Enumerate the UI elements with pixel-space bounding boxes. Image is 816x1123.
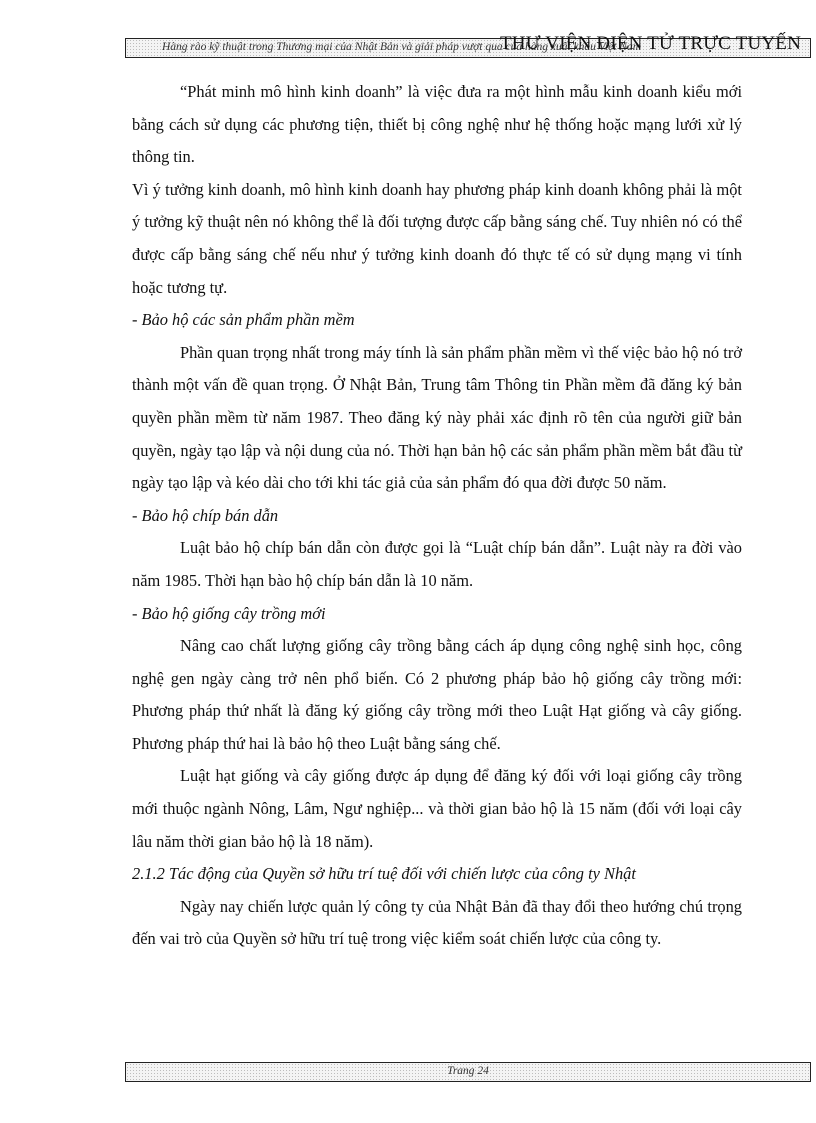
paragraph-semiconductor: Luật bảo hộ chíp bán dẫn còn được gọi là “Luật chíp bán dẫn”. Luật này ra đời vào năm 1985. Thời hạn bào hộ chíp bán dẫn là 10 năm. [132, 538, 742, 590]
library-watermark: THƯ VIỆN ĐIỆN TỬ TRỰC TUYẾN [500, 33, 802, 54]
subheading-software: - Bảo hộ các sản phẩm phần mềm [132, 310, 355, 330]
subheading-semiconductor: - Bảo hộ chíp bán dẫn [132, 505, 279, 525]
paragraph-business-model: “Phát minh mô hình kinh doanh” là việc đưa ra một hình mẫu kinh doanh kiểu mới bằng cách sử dụng các phương tiện, thiết bị công nghệ như hệ thống hoặc mạng lưới xử lý thông tin. [132, 82, 742, 167]
page-body [132, 76, 742, 956]
running-title: Hàng rào kỹ thuật trong Thương mại của Nhật Bản và giải pháp vượt qua của hàng xuất khẩu Việt Nam [162, 41, 642, 53]
paragraph-plant-varieties: Nâng cao chất lượng giống cây trồng bằng cách áp dụng công nghệ sinh học, công nghệ gen ngày càng trở nên phổ biến. Có 2 phương pháp bảo hộ giống cây trồng mới: Phương pháp thứ nhất là đăng ký giống cây trồng mới theo Luật Hạt giống và cây giống. Phương pháp thứ hai là bảo hộ theo Luật bằng sáng chế. [132, 636, 742, 753]
section-heading-2-1-2: 2.1.2 Tác động của Quyền sở hữu trí tuệ đối với chiến lược của công ty Nhật [132, 864, 636, 884]
paragraph-seed-law: Luật hạt giống và cây giống được áp dụng để đăng ký đối với loại giống cây trồng mới thuộc ngành Nông, Lâm, Ngư nghiệp... và thời gian bảo hộ là 15 năm (đối với loại cây lâu năm thời gian bảo hộ là 18 năm). [132, 766, 742, 851]
page-number: Trang 24 [447, 1065, 489, 1077]
paragraph-business-idea: Vì ý tưởng kinh doanh, mô hình kinh doanh hay phương pháp kinh doanh không phải là một ý tưởng kỹ thuật nên nó không thể là đối tượng được cấp bằng sáng chế. Tuy nhiên nó có thể được cấp bằng sáng chế nếu như ý tưởng kinh doanh đó thực tế có sử dụng mạng vi tính hoặc tương tự. [132, 179, 742, 297]
subheading-plant-varieties: - Bảo hộ giống cây trồng mới [132, 603, 326, 623]
paragraph-company-strategy: Ngày nay chiến lược quản lý công ty của Nhật Bản đã thay đổi theo hướng chú trọng đến vai trò của Quyền sở hữu trí tuệ trong việc kiểm soát chiến lược của công ty. [132, 896, 742, 949]
paragraph-software: Phần quan trọng nhất trong máy tính là sản phẩm phần mềm vì thế việc bảo hộ nó trở thành một vấn đề quan trọng. Ở Nhật Bản, Trung tâm Thông tin Phần mềm đã đăng ký bản quyền phần mềm từ năm 1987. Theo đăng ký này phải xác định rõ tên của người giữ bản quyền, ngày tạo lập và nội dung của nó. Thời hạn bản hộ các sản phẩm phần mềm bắt đầu từ ngày tạo lập và kéo dài cho tới khi tác giả của sản phẩm đó qua đời được 50 năm. [132, 342, 742, 493]
page-footer [125, 1062, 811, 1082]
